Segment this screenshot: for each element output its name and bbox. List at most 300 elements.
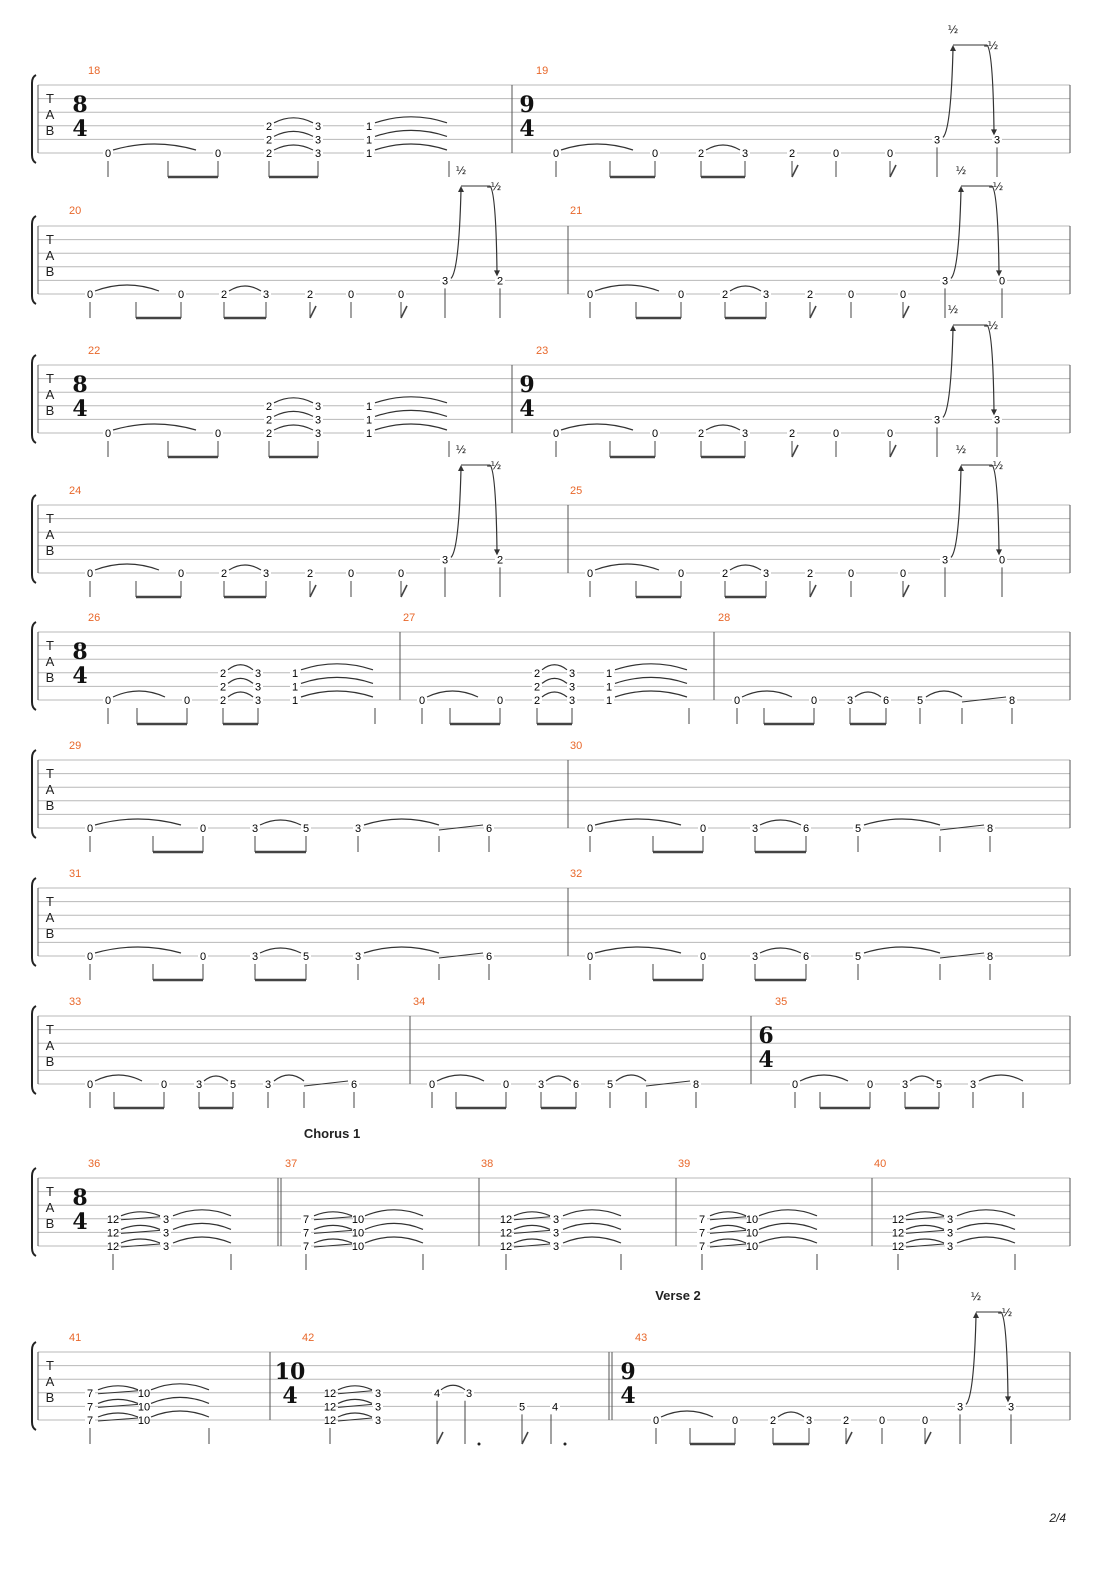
- bend-arrow: [958, 465, 964, 471]
- fret-number: 0: [651, 148, 659, 160]
- tab-clef-t: T: [46, 1022, 54, 1037]
- fret-number: 2: [219, 667, 227, 680]
- release-amount: -½: [486, 180, 502, 193]
- fret-number: 12: [323, 1401, 337, 1414]
- release-amount: -½: [988, 459, 1004, 472]
- fret-number: 12: [891, 1213, 905, 1226]
- fret-number: 3: [956, 1401, 964, 1414]
- tie-arc: [759, 1237, 817, 1243]
- fret-number: 8: [692, 1079, 700, 1091]
- fret-number: 3: [933, 134, 941, 147]
- bend-curve: [943, 49, 953, 137]
- tie-arc: [338, 1413, 372, 1417]
- release-curve: [490, 186, 497, 272]
- system-bracket: [32, 1342, 36, 1430]
- time-signature-top: 8: [72, 372, 88, 398]
- tab-clef-b: B: [45, 123, 55, 138]
- fret-number: 1: [291, 695, 299, 707]
- system-bracket: [32, 216, 36, 304]
- fret-number: 3: [251, 823, 259, 835]
- tie-arc: [95, 1075, 142, 1081]
- fret-number: 0: [86, 1079, 94, 1091]
- tie-arc: [95, 947, 181, 953]
- fret-number: 2: [220, 568, 228, 580]
- tie-arc: [561, 144, 633, 150]
- fret-number: 3: [933, 414, 941, 427]
- measure-number: 19: [536, 65, 549, 77]
- fret-number: 7: [698, 1213, 706, 1226]
- tab-clef-a: A: [45, 248, 55, 263]
- fret-number: 0: [699, 823, 707, 835]
- bend-amount: ½: [455, 443, 467, 456]
- tie-arc: [730, 565, 761, 570]
- tie-arc: [364, 819, 439, 825]
- tie-arc: [314, 1225, 352, 1229]
- tab-clef-b: B: [45, 926, 55, 941]
- bend-amount: ½: [970, 1290, 982, 1303]
- tie-arc: [274, 145, 313, 150]
- fret-number: 7: [86, 1415, 94, 1427]
- time-signature-top: 8: [72, 1185, 88, 1211]
- tie-arc: [730, 286, 761, 291]
- tie-arc: [957, 1223, 1015, 1229]
- release-amount: -½: [988, 180, 1004, 193]
- fret-number: 2: [697, 428, 705, 440]
- fret-number: 0: [866, 1079, 874, 1091]
- fret-number: 10: [137, 1387, 151, 1400]
- fret-number: 3: [264, 1079, 272, 1091]
- fret-number: 3: [162, 1227, 170, 1240]
- fret-number: 7: [86, 1387, 94, 1400]
- fret-number: 5: [854, 951, 862, 963]
- bend-arrow: [458, 465, 464, 471]
- tie-arc: [95, 285, 159, 291]
- time-signature-top: 8: [72, 639, 88, 665]
- fret-number: 6: [350, 1079, 358, 1091]
- fret-number: 0: [998, 554, 1006, 567]
- time-signature-top: 8: [72, 92, 88, 118]
- bend-amount: ½: [955, 443, 967, 456]
- fret-number: 2: [788, 428, 796, 440]
- bend-arrow: [958, 186, 964, 192]
- measure-number: 31: [69, 868, 82, 880]
- tie-arc: [121, 1212, 160, 1216]
- fret-number: 5: [229, 1079, 237, 1091]
- fret-number: 2: [721, 568, 729, 580]
- tab-clef-a: A: [45, 1200, 55, 1215]
- measure-number: 38: [481, 1158, 494, 1170]
- tie-arc: [906, 1212, 944, 1216]
- tab-clef-t: T: [46, 232, 54, 247]
- bend-curve: [943, 329, 953, 417]
- tie-arc: [204, 1076, 228, 1081]
- tie-arc: [546, 1076, 571, 1081]
- fret-number: 0: [791, 1079, 799, 1091]
- fret-number: 3: [552, 1241, 560, 1253]
- tie-arc: [365, 1210, 423, 1216]
- fret-number: 3: [1007, 1401, 1015, 1414]
- bend-arrow: [973, 1312, 979, 1318]
- fret-number: 0: [586, 568, 594, 580]
- measure-number: 33: [69, 996, 82, 1008]
- fret-number: 3: [946, 1241, 954, 1253]
- fret-number: 1: [605, 681, 613, 694]
- system-bracket: [32, 75, 36, 163]
- tab-clef-a: A: [45, 1374, 55, 1389]
- tie-arc: [595, 564, 659, 570]
- tie-arc: [926, 691, 962, 697]
- tab-clef-b: B: [45, 1054, 55, 1069]
- tie-arc: [274, 411, 313, 416]
- fret-number: 3: [354, 951, 362, 963]
- bend-curve: [966, 1316, 976, 1404]
- tab-clef-b: B: [45, 670, 55, 685]
- tie-arc: [615, 691, 687, 697]
- system-bracket: [32, 355, 36, 443]
- tab-clef-b: B: [45, 403, 55, 418]
- tab-clef-t: T: [46, 91, 54, 106]
- tie-arc: [365, 1237, 423, 1243]
- tab-clef-a: A: [45, 527, 55, 542]
- fret-number: 4: [433, 1387, 441, 1400]
- tie-arc: [542, 692, 567, 697]
- tie-arc: [864, 947, 940, 953]
- note-flag: [522, 1432, 528, 1444]
- tie-arc: [514, 1225, 550, 1229]
- fret-number: 3: [314, 428, 322, 440]
- note-flag: [903, 306, 909, 318]
- fret-number: 8: [986, 951, 994, 963]
- fret-number: 0: [847, 568, 855, 580]
- tie-arc: [98, 1386, 138, 1390]
- tie-arc: [95, 564, 159, 570]
- tie-arc: [121, 1225, 160, 1229]
- measure-number: 27: [403, 612, 416, 624]
- tie-arc: [800, 1075, 848, 1081]
- measure-number: 36: [88, 1158, 101, 1170]
- fret-number: 3: [969, 1079, 977, 1091]
- tab-clef-a: A: [45, 1038, 55, 1053]
- fret-number: 2: [219, 681, 227, 694]
- measure-number: 26: [88, 612, 101, 624]
- fret-number: 0: [347, 289, 355, 301]
- tab-staff: [32, 216, 1070, 304]
- fret-number: 0: [878, 1415, 886, 1427]
- fret-number: 3: [568, 681, 576, 694]
- tie-arc: [113, 144, 196, 150]
- fret-number: 3: [251, 951, 259, 963]
- fret-number: 0: [651, 428, 659, 440]
- fret-number: 0: [199, 951, 207, 963]
- fret-number: 3: [552, 1227, 560, 1240]
- measure-number: 41: [69, 1332, 82, 1344]
- fret-number: 3: [568, 695, 576, 707]
- fret-number: 3: [162, 1241, 170, 1253]
- tie-arc: [301, 664, 373, 670]
- fret-number: 1: [291, 667, 299, 680]
- fret-number: 12: [323, 1387, 337, 1400]
- fret-number: 2: [788, 148, 796, 160]
- tie-arc: [338, 1386, 372, 1390]
- tie-arc: [151, 1384, 209, 1390]
- tie-arc: [615, 664, 687, 670]
- tie-arc: [957, 1237, 1015, 1243]
- time-signature-bottom: 4: [519, 396, 535, 422]
- fret-number: 12: [499, 1213, 513, 1226]
- fret-number: 0: [832, 428, 840, 440]
- fret-number: 2: [533, 667, 541, 680]
- tie-arc: [375, 130, 447, 136]
- bend-arrow: [458, 186, 464, 192]
- fret-number: 0: [397, 289, 405, 301]
- note-flag: [925, 1432, 931, 1444]
- fret-number: 1: [365, 120, 373, 133]
- fret-number: 2: [806, 568, 814, 580]
- fret-number: 2: [265, 120, 273, 133]
- measure-number: 42: [302, 1332, 315, 1344]
- time-signature-top: 10: [274, 1359, 306, 1385]
- fret-number: 3: [314, 414, 322, 427]
- fret-number: 0: [428, 1079, 436, 1091]
- tie-arc: [906, 1239, 944, 1243]
- time-signature-top: 9: [620, 1359, 636, 1385]
- measure-number: 37: [285, 1158, 298, 1170]
- release-curve: [992, 186, 999, 272]
- tie-arc: [542, 665, 567, 670]
- fret-number: 1: [365, 414, 373, 427]
- fret-number: 4: [551, 1401, 559, 1414]
- fret-number: 3: [751, 823, 759, 835]
- tie-arc: [710, 1239, 746, 1243]
- tab-clef-t: T: [46, 638, 54, 653]
- fret-number: 3: [314, 148, 322, 160]
- note-flag: [890, 445, 896, 457]
- fret-number: 10: [745, 1227, 759, 1240]
- tie-arc: [113, 424, 196, 430]
- fret-number: 0: [810, 695, 818, 707]
- fret-number: 0: [86, 823, 94, 835]
- fret-number: 0: [552, 148, 560, 160]
- fret-number: 0: [699, 951, 707, 963]
- tie-arc: [301, 691, 373, 697]
- measure-number: 30: [570, 740, 583, 752]
- fret-number: 0: [921, 1415, 929, 1427]
- time-signature-top: 6: [758, 1023, 774, 1049]
- fret-number: 0: [832, 148, 840, 160]
- fret-number: 3: [314, 120, 322, 133]
- fret-number: 3: [262, 289, 270, 301]
- system-bracket: [32, 750, 36, 838]
- fret-number: 3: [441, 275, 449, 288]
- tie-arc: [228, 692, 253, 697]
- note-flag: [846, 1432, 852, 1444]
- tie-arc: [615, 677, 687, 683]
- fret-number: 7: [698, 1241, 706, 1253]
- tie-arc: [274, 118, 313, 123]
- release-curve: [1001, 1312, 1008, 1398]
- tab-clef-b: B: [45, 543, 55, 558]
- fret-number: 0: [586, 951, 594, 963]
- tie-arc: [616, 1075, 646, 1081]
- bend-curve: [951, 190, 961, 278]
- fret-number: 12: [106, 1227, 120, 1240]
- tie-arc: [151, 1411, 209, 1417]
- fret-number: 2: [265, 400, 273, 413]
- time-signature-bottom: 4: [758, 1047, 774, 1073]
- fret-number: 3: [993, 414, 1001, 427]
- fret-number: 10: [137, 1401, 151, 1414]
- tie-arc: [760, 948, 801, 953]
- fret-number: 3: [162, 1213, 170, 1226]
- time-signature-top: 9: [519, 92, 535, 118]
- fret-number: 3: [552, 1213, 560, 1226]
- measure-number: 20: [69, 205, 82, 217]
- fret-number: 0: [177, 568, 185, 580]
- fret-number: 5: [916, 695, 924, 707]
- time-signature-top: 9: [519, 372, 535, 398]
- fret-number: 3: [846, 695, 854, 707]
- tie-arc: [441, 1385, 465, 1390]
- tie-arc: [274, 398, 313, 403]
- bend-amount: ½: [955, 164, 967, 177]
- fret-number: 2: [496, 275, 504, 288]
- tie-arc: [260, 820, 301, 825]
- fret-number: 0: [347, 568, 355, 580]
- fret-number: 3: [314, 134, 322, 147]
- fret-number: 3: [901, 1079, 909, 1091]
- tie-arc: [742, 691, 792, 697]
- tie-arc: [228, 665, 253, 670]
- augmentation-dot: [478, 1443, 481, 1446]
- release-amount: -½: [983, 39, 999, 52]
- fret-number: 3: [946, 1227, 954, 1240]
- tab-staff: [32, 878, 1070, 966]
- tie-arc: [661, 1411, 713, 1417]
- fret-number: 3: [374, 1415, 382, 1427]
- fret-number: 10: [351, 1227, 365, 1240]
- tie-arc: [514, 1212, 550, 1216]
- release-amount: -½: [997, 1306, 1013, 1319]
- fret-number: 8: [1008, 695, 1016, 707]
- section-label-verse: Verse 2: [655, 1288, 701, 1303]
- release-curve: [490, 465, 497, 551]
- fret-number: 5: [302, 823, 310, 835]
- fret-number: 0: [177, 289, 185, 301]
- measure-number: 25: [570, 485, 583, 497]
- fret-number: 12: [323, 1415, 337, 1427]
- fret-number: 10: [745, 1241, 759, 1253]
- tie-arc: [561, 424, 633, 430]
- fret-number: 7: [698, 1227, 706, 1240]
- bend-arrow: [950, 325, 956, 331]
- bend-curve: [951, 469, 961, 557]
- fret-number: 7: [302, 1227, 310, 1240]
- fret-number: 2: [721, 289, 729, 301]
- tie-arc: [710, 1225, 746, 1229]
- fret-number: 7: [86, 1401, 94, 1414]
- tie-arc: [595, 947, 681, 953]
- fret-number: 2: [842, 1415, 850, 1427]
- tie-arc: [338, 1399, 372, 1403]
- tie-arc: [706, 425, 740, 430]
- fret-number: 0: [847, 289, 855, 301]
- measure-number: 23: [536, 345, 549, 357]
- release-curve: [987, 325, 994, 411]
- fret-number: 0: [886, 148, 894, 160]
- bend-amount: ½: [455, 164, 467, 177]
- fret-number: 6: [485, 951, 493, 963]
- tie-arc: [228, 678, 253, 683]
- fret-number: 0: [86, 568, 94, 580]
- tab-staff: [32, 495, 1070, 583]
- tie-arc: [229, 286, 261, 291]
- fret-number: 2: [496, 554, 504, 567]
- fret-number: 0: [86, 951, 94, 963]
- fret-number: 3: [254, 695, 262, 707]
- fret-number: 10: [351, 1213, 365, 1226]
- time-signature-bottom: 4: [72, 1209, 88, 1235]
- section-label-chorus: Chorus 1: [303, 1126, 361, 1141]
- fret-number: 0: [502, 1079, 510, 1091]
- fret-number: 12: [106, 1241, 120, 1253]
- fret-number: 0: [899, 289, 907, 301]
- fret-number: 0: [586, 289, 594, 301]
- measure-number: 40: [874, 1158, 887, 1170]
- note-flag: [810, 306, 816, 318]
- fret-number: 0: [886, 428, 894, 440]
- fret-number: 0: [731, 1415, 739, 1427]
- fret-number: 0: [733, 695, 741, 707]
- tie-arc: [375, 410, 447, 416]
- fret-number: 0: [199, 823, 207, 835]
- tab-staff: [32, 750, 1070, 838]
- fret-number: 2: [533, 681, 541, 694]
- tie-arc: [514, 1239, 550, 1243]
- tie-arc: [706, 145, 740, 150]
- fret-number: 2: [769, 1415, 777, 1427]
- tie-arc: [314, 1239, 352, 1243]
- fret-number: 10: [745, 1213, 759, 1226]
- time-signature-bottom: 4: [72, 663, 88, 689]
- fret-number: 0: [677, 568, 685, 580]
- measure-number: 24: [69, 485, 82, 497]
- fret-number: 3: [941, 275, 949, 288]
- tie-arc: [910, 1076, 934, 1081]
- fret-number: 3: [195, 1079, 203, 1091]
- system-bracket: [32, 878, 36, 966]
- tie-arc: [113, 691, 165, 697]
- fret-number: 12: [891, 1227, 905, 1240]
- tie-arc: [542, 678, 567, 683]
- fret-number: 6: [802, 823, 810, 835]
- fret-number: 12: [499, 1241, 513, 1253]
- measure-number: 21: [570, 205, 583, 217]
- fret-number: 3: [537, 1079, 545, 1091]
- tie-arc: [121, 1239, 160, 1243]
- note-flag: [903, 585, 909, 597]
- tie-arc: [301, 677, 373, 683]
- fret-number: 3: [374, 1387, 382, 1400]
- fret-number: 6: [882, 695, 890, 707]
- fret-number: 1: [605, 695, 613, 707]
- fret-number: 1: [291, 681, 299, 694]
- tie-arc: [229, 565, 261, 570]
- tie-arc: [710, 1212, 746, 1216]
- fret-number: 12: [106, 1213, 120, 1226]
- fret-number: 3: [741, 148, 749, 160]
- system-bracket: [32, 1168, 36, 1256]
- note-flag: [401, 585, 407, 597]
